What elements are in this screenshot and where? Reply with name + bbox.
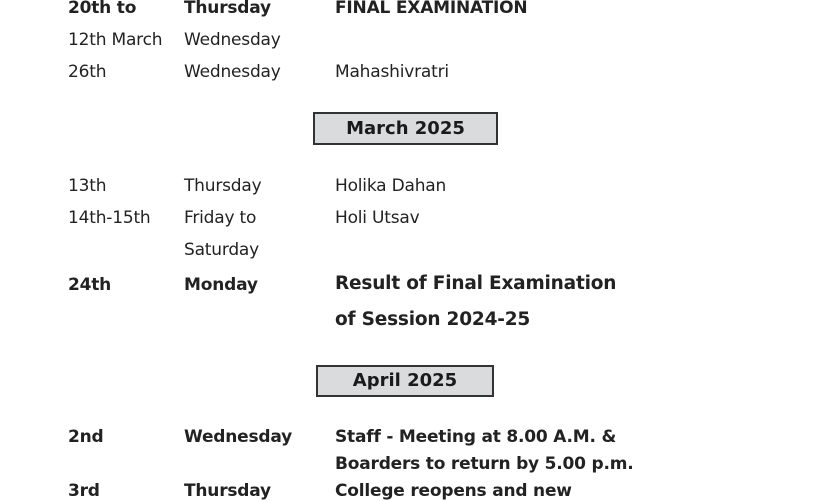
day-cell: Friday to: [184, 208, 257, 228]
event-cell: FINAL EXAMINATION: [335, 0, 528, 18]
day-cell: Thursday: [184, 0, 271, 18]
date-cell: 12th March: [68, 30, 163, 50]
date-cell: 13th: [68, 176, 107, 196]
event-cell-line2: of Session 2024-25: [335, 309, 531, 330]
event-cell: Mahashivratri: [335, 62, 449, 82]
day-cell: Wednesday: [184, 62, 281, 82]
event-cell-line2: Boarders to return by 5.00 p.m.: [335, 454, 634, 474]
day-cell: Thursday: [184, 176, 262, 196]
day-cell: Saturday: [184, 240, 260, 260]
day-cell: Wednesday: [184, 30, 281, 50]
event-cell: Holika Dahan: [335, 176, 447, 196]
date-cell: 20th to: [68, 0, 137, 18]
day-cell: Thursday: [184, 481, 271, 501]
date-cell: 26th: [68, 62, 107, 82]
day-cell: Wednesday: [184, 427, 292, 447]
month-header-march: March 2025: [313, 112, 498, 145]
date-cell: 2nd: [68, 427, 104, 447]
event-cell: Result of Final Examination: [335, 273, 617, 294]
date-cell: 14th-15th: [68, 208, 151, 228]
month-header-april: April 2025: [316, 365, 494, 397]
event-cell: College reopens and new: [335, 481, 572, 501]
date-cell: 3rd: [68, 481, 100, 501]
day-cell: Monday: [184, 275, 258, 295]
event-cell: Staff - Meeting at 8.00 A.M. &: [335, 427, 617, 447]
date-cell: 24th: [68, 275, 112, 295]
event-cell: Holi Utsav: [335, 208, 420, 228]
